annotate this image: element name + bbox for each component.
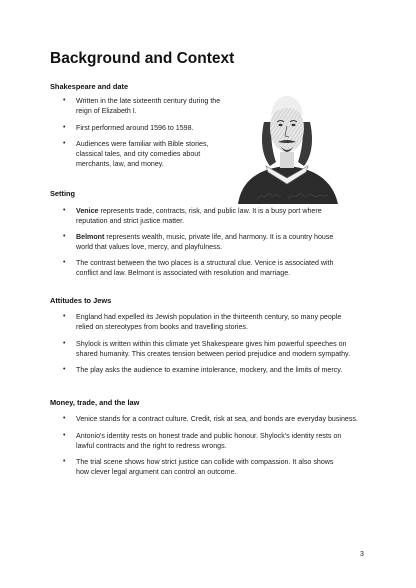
bullet-icon: •	[63, 259, 66, 266]
shakespeare-portrait	[232, 82, 342, 204]
bullet-icon: •	[63, 415, 66, 422]
bullet-icon: •	[63, 366, 66, 373]
list-item: Audiences were familiar with Bible stories, classical tales, and city comedies about merchants, law, and money.	[76, 140, 209, 169]
list-item: Shylock is written within this climate yet Shakespeare gives him powerful speeches on shared humanity. This creates tension between period prejudice and modern sympathy.	[76, 340, 351, 359]
list-item: The contrast between the two places is a structural clue. Venice is associated with conflict and law. Belmont is associated with resolution and marriage.	[76, 259, 334, 278]
section-heading-attitudes: Attitudes to Jews	[50, 296, 112, 305]
list-item	[76, 232, 340, 252]
venice-description: represents trade, contracts, risk, and public law. It is a busy port where reputation and strict justice matter.	[76, 207, 322, 226]
term-belmont: Belmont	[76, 233, 105, 241]
bullet-icon: •	[63, 313, 66, 320]
section-heading-shakespeare: Shakespeare and date	[50, 82, 129, 91]
list-item: England had expelled its Jewish population in the thirteenth century, so many people relied on stereotypes from books and travelling stories.	[76, 313, 342, 332]
page-number: 3	[360, 551, 364, 558]
list-item: The trial scene shows how strict justice can collide with compassion. It also shows how clever legal argument can control an outcome.	[76, 458, 334, 477]
belmont-description: represents wealth, music, private life, and harmony. It is a country house world that values love, mercy, and playfulness.	[76, 233, 334, 252]
bullet-icon: •	[63, 458, 66, 465]
bullet-icon: •	[63, 124, 66, 131]
term-venice: Venice	[76, 207, 99, 215]
list-item: Venice stands for a contract culture. Credit, risk at sea, and bonds are everyday business.	[76, 415, 358, 423]
list-item: The play asks the audience to examine intolerance, mockery, and the limits of mercy.	[76, 366, 343, 374]
bullet-icon: •	[63, 97, 66, 104]
section-heading-money: Money, trade, and the law	[50, 398, 140, 407]
bullet-icon: •	[63, 432, 66, 439]
bullet-icon: •	[63, 140, 66, 147]
list-item	[76, 206, 336, 226]
bullet-icon: •	[63, 233, 66, 240]
bullet-icon: •	[63, 340, 66, 347]
list-item: First performed around 1596 to 1598.	[76, 124, 194, 132]
bullet-icon: •	[63, 207, 66, 214]
list-item: Antonio's identity rests on honest trade and public honour. Shylock's identity rests on lawful contracts and the right to redress wrongs.	[76, 432, 342, 451]
section-heading-setting: Setting	[50, 189, 76, 198]
signature-image	[256, 189, 332, 203]
list-item: Written in the late sixteenth century during the reign of Elizabeth I.	[76, 97, 221, 116]
page-title: Background and Context	[50, 50, 235, 67]
